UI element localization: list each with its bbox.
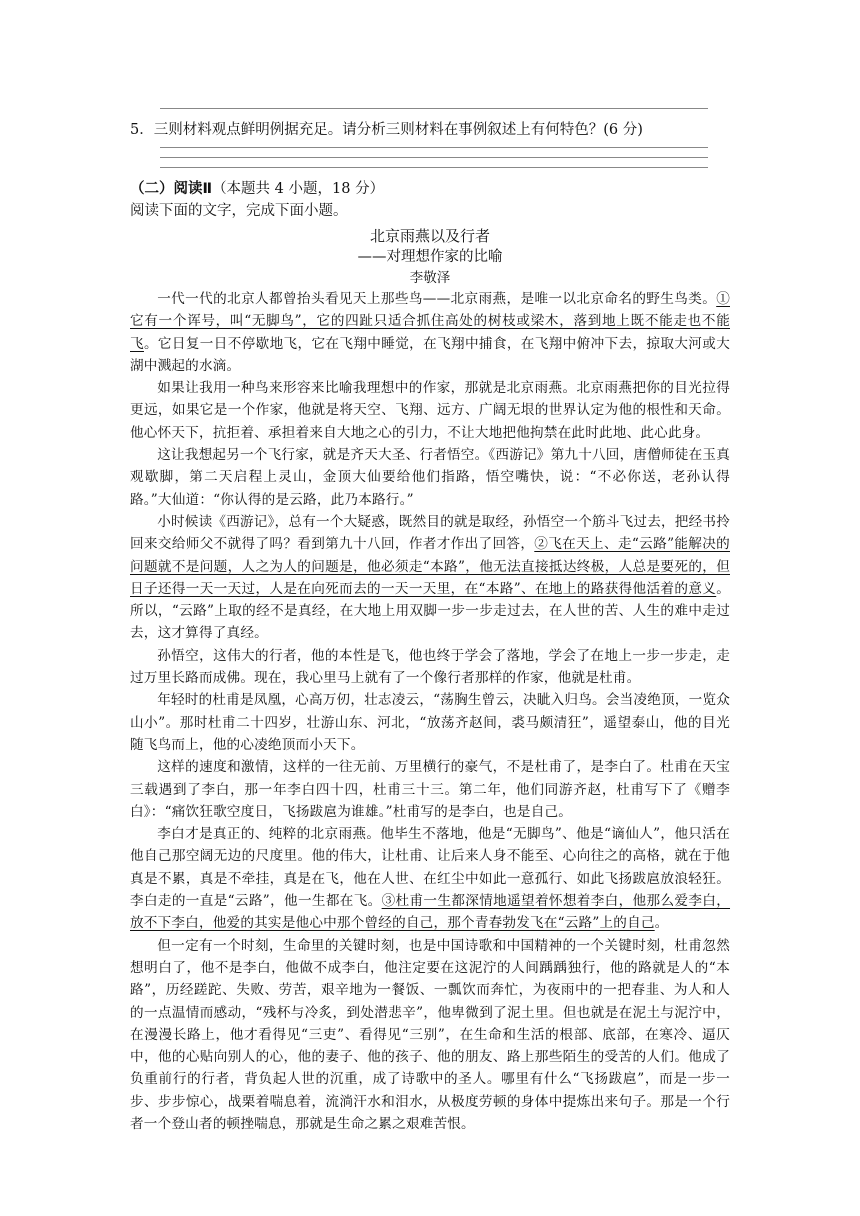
paragraph-text: 。它日复一日不停歇地飞，它在飞翔中睡觉，在飞翔中捕食，在飞翔中俯冲下去，掠取大河或大湖中溅起的水滴。: [130, 335, 730, 374]
section-title: （二）阅读Ⅱ: [130, 181, 213, 197]
underlined-sentence-1: ①它有一个诨号，叫“无脚鸟”，它的四趾只适合抓住高处的树枝或梁木，落到地上既不能走也不能飞: [130, 291, 730, 352]
underlined-sentence-3: ③杜甫一生都深情地遥望着怀想着李白，他那么爱李白，放不下李白，他爱的其实是他心中那个曾经的自己，那个青春勃发飞在“云路”上的自己: [130, 893, 731, 932]
answer-lines: [130, 147, 730, 168]
answer-line: [160, 157, 708, 158]
paragraph-5: 孙悟空，这伟大的行者，他的本性是飞，他也终于学会了落地，学会了在地上一步一步走，走过万里长路而成佛。现在，我心里马上就有了一个像行者那样的作家，他就是杜甫。: [130, 647, 730, 687]
paragraph-text: 。所以，“云路”上取的经不是真经，在大地上用双脚一步一步走过去，在人世的苦、人生的难中走过去，这才算得了真经。: [130, 580, 730, 642]
paragraph-2: 如果让我用一种鸟来形容来比喻我理想中的作家，那就是北京雨燕。北京雨燕把你的目光拉得更远，如果它是一个作家，他就是将天空、飞翔、远方、广阔无垠的世界认定为他的根性和天命。他心怀天下，抗拒着、承担着来自大地之心的引力，不让大地把他拘禁在此时此地、此心此身。: [130, 380, 730, 441]
paragraph-text: 。: [654, 915, 669, 932]
article-subtitle: ——对理想作家的比喻: [357, 249, 503, 265]
article-title: 北京雨燕以及行者: [369, 227, 490, 245]
paragraph-text: 李白才是真正的、纯粹的北京雨燕。他毕生不落地，他是“无脚鸟”、他是“谪仙人”，他只活在他自己那空阔无边的尺度里。他的伟大，让杜甫、让后来人身不能至、心向往之的高格，就在于他真是不累，真是不牵挂，真是在飞，他在人世、在红尘中如此一意孤行、如此飞扬跋扈放浪轻狂。李白走的一直是“云路”，他一生都在飞。: [130, 826, 730, 910]
answer-line: [160, 167, 708, 168]
paragraph-text: 小时候读《西游记》，总有一个大疑惑，既然目的就是取经，孙悟空一个筋斗飞过去，把经书拎回来交给师父不就得了吗？看到第九十八回，作者才作出了回答，: [130, 513, 730, 553]
article-author: 李敬泽: [409, 270, 451, 286]
paragraph-4: [130, 511, 730, 645]
paragraph-7: 这样的速度和激情，这样的一往无前、万里横行的豪气，不是杜甫了，是李白了。杜甫在天宝三载遇到了李白，那一年李白四十四，杜甫三十三。第二年，他们同游齐赵，杜甫写下了《赠李白》：“痛饮狂歌空度日，飞扬跋扈为谁雄。”杜甫写的是李白，也是自己。: [130, 759, 730, 820]
answer-line: [160, 108, 708, 109]
section-instruction: 阅读下面的文字，完成下面小题。: [130, 203, 348, 219]
section-heading: [130, 178, 730, 200]
paragraph-6: 年轻时的杜甫是凤凰，心高万仞，壮志凌云，“荡胸生曾云，决眦入归鸟。会当凌绝顶，一览众山小”。那时杜甫二十四岁，壮游山东、河北，“放荡齐赵间，裘马颇清狂”，遥望泰山，他的目光随飞鸟而上，他的心凌绝顶而小天下。: [130, 692, 730, 753]
question-5: 5．三则材料观点鲜明例据充足。请分析三则材料在事例叙述上有何特色？(6 分): [130, 122, 643, 138]
paragraph-1: [130, 288, 730, 377]
paragraph-9: 但一定有一个时刻，生命里的关键时刻，也是中国诗歌和中国精神的一个关键时刻，杜甫忽然想明白了，他不是李白，他做不成李白，他注定要在这泥泞的人间踽踽独行，他的路就是人的“本路”，历经蹉跎、失败、劳苦，艰辛地为一餐饭、一瓢饮而奔忙，为夜雨中的一把春韭、为人和人的一点温情而感动，“残杯与冷炙，到处潜悲辛”，他卑微到了泥土里。但也就是在泥土与泥泞中，在漫漫长路上，他才看得见“三吏”、看得见“三别”，在生命和生活的根部、底部，在寒冷、逼仄中，他的心贴向别人的心，他的妻子、他的孩子、他的朋友、路上那些陌生的受苦的人们。他成了负重前行的行者，背负起人世的沉重，成了诗歌中的圣人。哪里有什么“飞扬跋扈”，而是一步一步、步步惊心，战栗着喘息着，流淌汗水和泪水，从极度劳顿的身体中提炼出来句子。那是一个行者一个登山者的顿挫喘息，那就是生命之累之艰难苦恨。: [130, 937, 730, 1132]
paragraph-8: [130, 823, 730, 934]
section-note: （本题共 4 小题，18 分）: [212, 181, 385, 197]
underlined-sentence-2: ②飞在天上、走“云路”能解决的问题就不是问题，人之为人的问题是，他必须走“本路”，他无法直接抵达终极，人总是要死的，但日子还得一天一天过，人是在向死而去的一天一天里，在“本路”、在地上的路获得他活着的意义: [130, 536, 730, 597]
document-page: [130, 108, 730, 1135]
paragraph-text: 一代一代的北京人都曾抬头看见天上那些鸟——北京雨燕，是唯一以北京命名的野生鸟类。: [157, 291, 717, 307]
answer-line: [160, 147, 708, 148]
paragraph-3: 这让我想起另一个飞行家，就是齐天大圣、行者悟空。《西游记》第九十八回，唐僧师徒在玉真观歇脚，第二天启程上灵山，金顶大仙要给他们指路，悟空嘴快，说：“不必你送，老孙认得路。”大仙道：“你认得的是云路，此乃本路行。”: [130, 447, 730, 508]
